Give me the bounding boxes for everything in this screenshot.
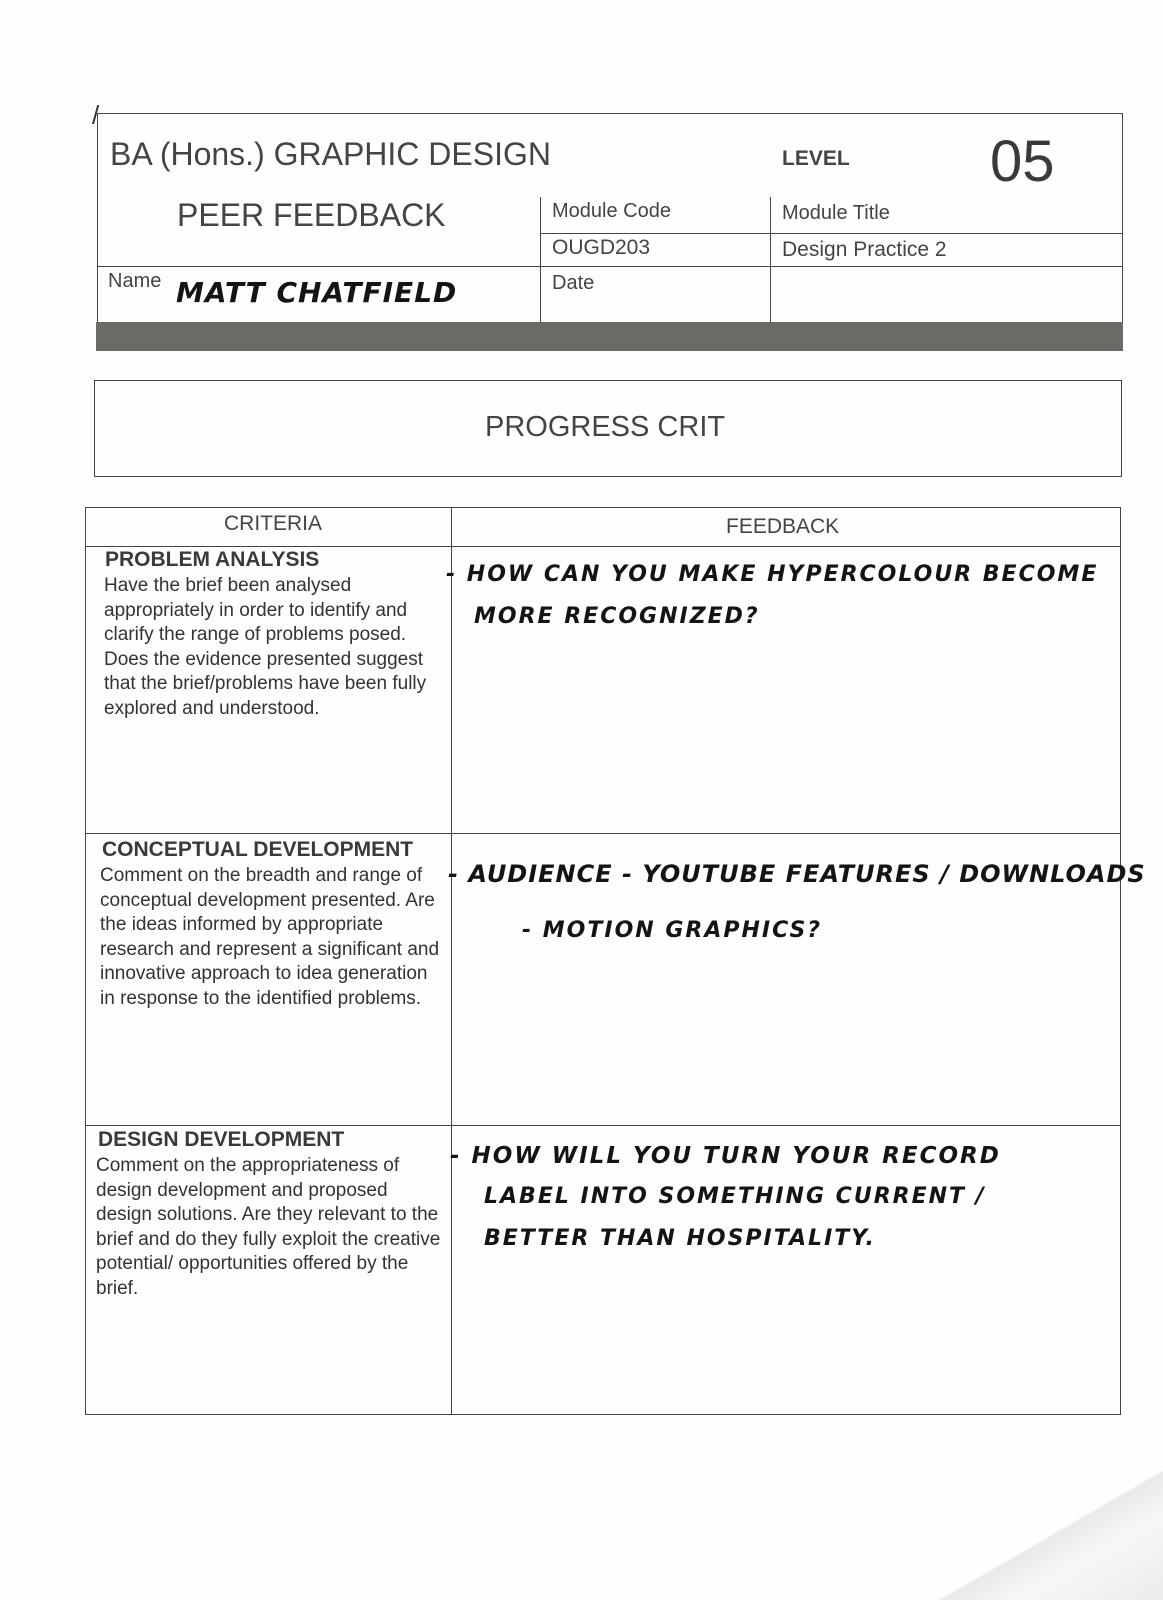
table-col-divider [451,507,452,1415]
feedback-design-development-line-3: BETTER THAN HOSPITALITY. [484,1226,876,1251]
level-label: LEVEL [782,147,850,170]
page-curl-shadow [903,1460,1163,1600]
date-label: Date [552,272,595,294]
header-col-divider-2 [770,197,771,325]
name-value: MATT CHATFIELD [176,276,458,309]
criteria-description-design-development: Comment on the appropriateness of design development and proposed design solutions. Are they relevant to the brief and do they fully exploit the creative potential/ opportunities offered by the brief. [96,1155,441,1299]
header-divider-top [540,233,1123,234]
criteria-description-problem-analysis: Have the brief been analysed appropriately in order to identify and clarify the range of problems posed. Does the evidence presented suggest that the brief/problems have been fully explored and understood. [104,575,427,719]
feedback-conceptual-development-line-2: - MOTION GRAPHICS? [522,918,823,943]
module-title-label: Module Title [782,202,890,224]
feedback-column-header: FEEDBACK [726,515,840,538]
section-title: PROGRESS CRIT [485,411,726,443]
criteria-title-conceptual-development: CONCEPTUAL DEVELOPMENT [102,838,414,861]
feedback-problem-analysis-line-2: MORE RECOGNIZED? [474,604,760,629]
level-value: 05 [990,129,1055,194]
module-code-label: Module Code [552,200,671,222]
criteria-title-design-development: DESIGN DEVELOPMENT [98,1128,345,1151]
header-divider-mid [97,266,1123,267]
criteria-title-problem-analysis: PROBLEM ANALYSIS [105,548,320,571]
name-label: Name [108,270,162,292]
programme-title: BA (Hons.) GRAPHIC DESIGN [110,136,551,172]
feedback-design-development-line-2: LABEL INTO SOMETHING CURRENT / [484,1184,986,1209]
feedback-problem-analysis-line-1: - HOW CAN YOU MAKE HYPERCOLOUR BECOME [446,562,1099,587]
feedback-design-development-line-1: - HOW WILL YOU TURN YOUR RECORD [450,1143,1001,1169]
table-row-divider-1 [85,833,1121,834]
feedback-conceptual-development-line-1: - AUDIENCE - YOUTUBE FEATURES / DOWNLOADS [448,860,1146,888]
table-header-divider [85,546,1121,547]
criteria-column-header: CRITERIA [224,512,323,535]
header-shaded-band [96,322,1123,351]
tick-mark: / [92,100,100,130]
module-code-value: OUGD203 [552,236,651,259]
module-title-value: Design Practice 2 [782,238,947,261]
header-col-divider-1 [540,197,541,325]
table-row-divider-2 [85,1125,1121,1126]
criteria-description-conceptual-development: Comment on the breadth and range of conceptual development presented. Are the ideas informed by appropriate research and represent a significant and innovative approach to idea generation in response to the identified problems. [100,865,440,1009]
form-title: PEER FEEDBACK [177,197,446,233]
